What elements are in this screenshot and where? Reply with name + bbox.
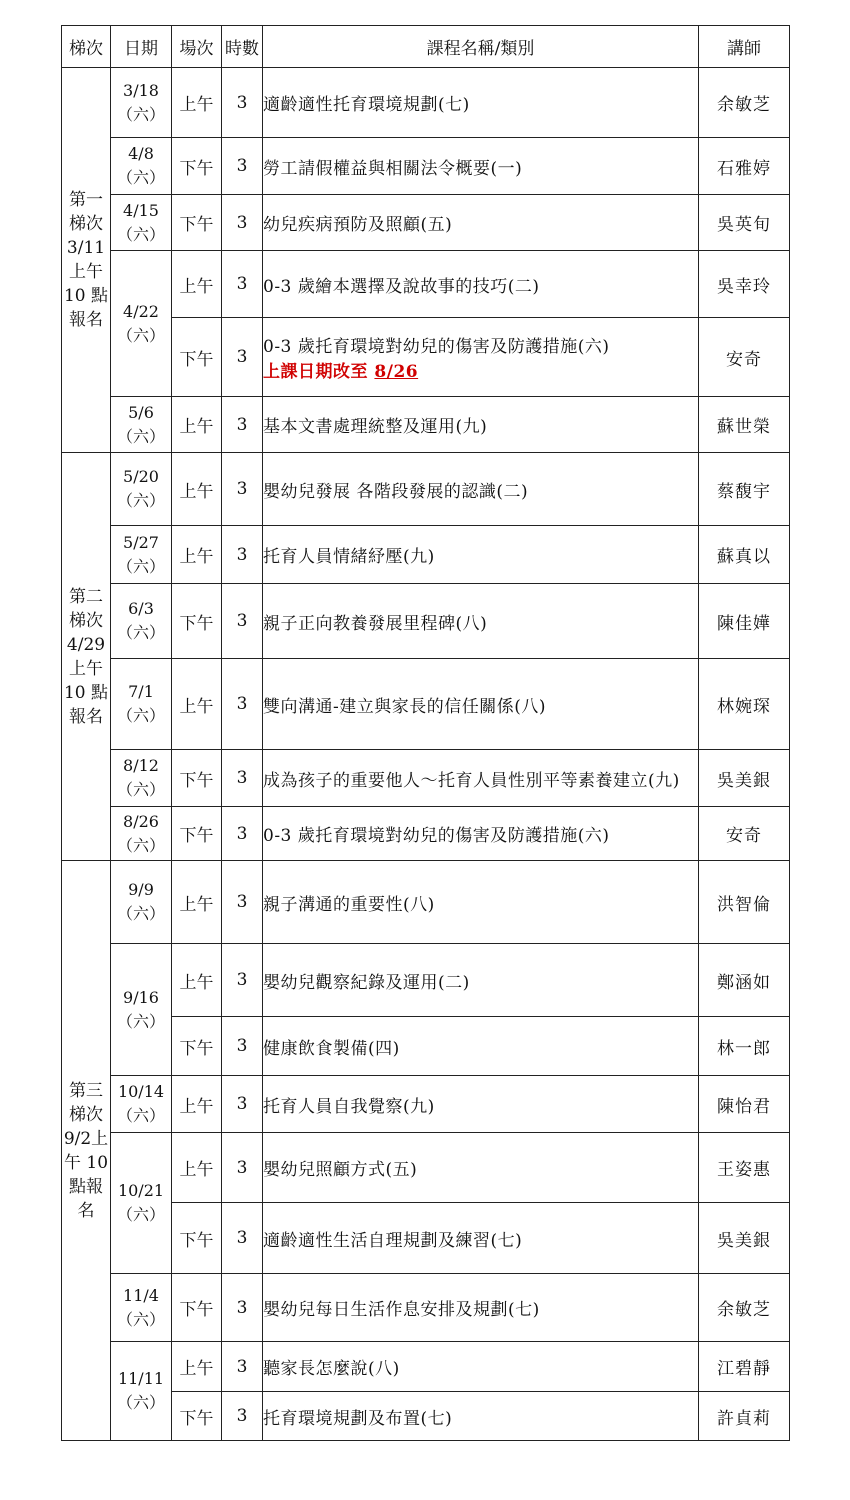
teacher-cell: 安奇: [699, 807, 790, 861]
course-cell: 0-3 歲繪本選擇及說故事的技巧(二): [263, 251, 699, 318]
header-session: 場次: [172, 26, 222, 68]
header-row: [62, 26, 790, 68]
table-row: [62, 251, 790, 318]
course-cell: 托育人員自我覺察(九): [263, 1076, 699, 1133]
table-row: [62, 1342, 790, 1392]
session-cell: 上午: [172, 453, 222, 526]
table-row: [62, 1017, 790, 1076]
hours-cell: 3: [222, 1133, 263, 1203]
course-cell: 勞工請假權益與相關法令概要(一): [263, 138, 699, 195]
date-cell: 10/14 （六）: [111, 1076, 172, 1133]
date-cell: 9/9 （六）: [111, 861, 172, 944]
batch-line: 第二: [69, 586, 103, 607]
table-row: [62, 1392, 790, 1441]
session-cell: 上午: [172, 526, 222, 584]
header-teacher: 講師: [699, 26, 790, 68]
teacher-cell: 鄭涵如: [699, 944, 790, 1017]
session-cell: 下午: [172, 1274, 222, 1342]
hours-cell: 3: [222, 526, 263, 584]
teacher-cell: 林一郎: [699, 1017, 790, 1076]
hours-cell: 3: [222, 1203, 263, 1274]
batch-line: 名: [77, 1200, 95, 1221]
session-cell: 下午: [172, 807, 222, 861]
header-date: 日期: [111, 26, 172, 68]
session-cell: 下午: [172, 1392, 222, 1441]
date-cell: 4/8 （六）: [111, 138, 172, 195]
date-cell: 6/3 （六）: [111, 584, 172, 659]
teacher-cell: 吳英旬: [699, 195, 790, 251]
date-cell: 5/6 （六）: [111, 397, 172, 453]
teacher-cell: 蘇世榮: [699, 397, 790, 453]
new-date: 8/26: [374, 362, 419, 382]
header-batch: 梯次: [62, 26, 111, 68]
table-row: [62, 68, 790, 138]
table-row: [62, 944, 790, 1017]
batch-line: 上午: [69, 262, 103, 282]
batch-line: 午 10: [63, 1152, 109, 1173]
course-cell: 嬰幼兒照顧方式(五): [263, 1133, 699, 1203]
hours-cell: 3: [222, 750, 263, 807]
session-cell: 上午: [172, 68, 222, 138]
hours-cell: 3: [222, 1274, 263, 1342]
table-row: [62, 584, 790, 659]
batch-line: 9/2上: [63, 1128, 109, 1149]
hours-cell: 3: [222, 397, 263, 453]
session-cell: 上午: [172, 659, 222, 750]
date-cell: 7/1 （六）: [111, 659, 172, 750]
course-cell: 健康飲食製備(四): [263, 1017, 699, 1076]
course-cell: 嬰幼兒每日生活作息安排及規劃(七): [263, 1274, 699, 1342]
batch-line: 梯次: [69, 610, 103, 631]
table-row: [62, 807, 790, 861]
teacher-cell: 江碧靜: [699, 1342, 790, 1392]
teacher-cell: 蔡馥宇: [699, 453, 790, 526]
hours-cell: 3: [222, 68, 263, 138]
session-cell: 下午: [172, 318, 222, 397]
date-cell: 11/11 （六）: [111, 1342, 172, 1441]
course-cell: 0-3 歲托育環境對幼兒的傷害及防護措施(六): [263, 807, 699, 861]
date-cell: 8/26 （六）: [111, 807, 172, 861]
session-cell: 下午: [172, 1017, 222, 1076]
batch-line: 梯次: [69, 1104, 103, 1125]
course-schedule-table: [61, 25, 790, 1441]
session-cell: 下午: [172, 1203, 222, 1274]
course-cell: 托育人員情緒紓壓(九): [263, 526, 699, 584]
course-cell: 幼兒疾病預防及照顧(五): [263, 195, 699, 251]
session-cell: 下午: [172, 138, 222, 195]
table-row: [62, 195, 790, 251]
hours-cell: 3: [222, 1392, 263, 1441]
batch-line: 3/11: [66, 238, 106, 258]
course-cell: 嬰幼兒發展 各階段發展的認識(二): [263, 453, 699, 526]
table-row: [62, 861, 790, 944]
course-cell: [263, 318, 699, 397]
course-cell: 適齡適性生活自理規劃及練習(七): [263, 1203, 699, 1274]
date-cell: 4/15 （六）: [111, 195, 172, 251]
session-cell: 上午: [172, 861, 222, 944]
teacher-cell: 王姿惠: [699, 1133, 790, 1203]
batch-line: 報名: [69, 310, 103, 330]
batch-line: 第三: [69, 1080, 103, 1101]
table-row: [62, 318, 790, 397]
hours-cell: 3: [222, 807, 263, 861]
date-change-note: 上課日期改至 8/26: [263, 362, 419, 382]
teacher-cell: 吳幸玲: [699, 251, 790, 318]
batch-line: 點報: [69, 1176, 103, 1197]
table-row: [62, 659, 790, 750]
teacher-cell: 安奇: [699, 318, 790, 397]
teacher-cell: 陳怡君: [699, 1076, 790, 1133]
date-cell: 4/22 （六）: [111, 251, 172, 397]
batch-line: 上午: [69, 658, 103, 679]
date-cell: 11/4 （六）: [111, 1274, 172, 1342]
hours-cell: 3: [222, 318, 263, 397]
hours-cell: 3: [222, 453, 263, 526]
batch-line: 梯次: [69, 214, 103, 234]
date-cell: 5/20 （六）: [111, 453, 172, 526]
hours-cell: 3: [222, 195, 263, 251]
table-row: [62, 453, 790, 526]
course-title: 0-3 歲托育環境對幼兒的傷害及防護措施(六): [263, 337, 610, 357]
batch-line: 10 點: [63, 682, 109, 703]
teacher-cell: 吳美銀: [699, 1203, 790, 1274]
batch-cell-2: [62, 453, 111, 861]
hours-cell: 3: [222, 584, 263, 659]
teacher-cell: 林婉琛: [699, 659, 790, 750]
batch-line: 10 點: [63, 286, 109, 306]
course-cell: 成為孩子的重要他人～托育人員性別平等素養建立(九): [263, 750, 699, 807]
batch-cell-1: [62, 68, 111, 453]
batch-cell-3: [62, 861, 111, 1441]
date-cell: 5/27 （六）: [111, 526, 172, 584]
session-cell: 下午: [172, 195, 222, 251]
hours-cell: 3: [222, 251, 263, 318]
session-cell: 上午: [172, 1342, 222, 1392]
table-row: [62, 1076, 790, 1133]
table-row: [62, 750, 790, 807]
header-hours: 時數: [222, 26, 263, 68]
hours-cell: 3: [222, 861, 263, 944]
course-cell: 嬰幼兒觀察紀錄及運用(二): [263, 944, 699, 1017]
session-cell: 上午: [172, 397, 222, 453]
teacher-cell: 余敏芝: [699, 68, 790, 138]
header-course: 課程名稱/類別: [263, 26, 699, 68]
teacher-cell: 許貞莉: [699, 1392, 790, 1441]
date-cell: 8/12 （六）: [111, 750, 172, 807]
batch-line: 報名: [69, 706, 103, 727]
session-cell: 下午: [172, 750, 222, 807]
date-cell: 10/21 （六）: [111, 1133, 172, 1274]
hours-cell: 3: [222, 659, 263, 750]
date-cell: 9/16 （六）: [111, 944, 172, 1076]
table-row: [62, 1203, 790, 1274]
hours-cell: 3: [222, 138, 263, 195]
course-cell: 基本文書處理統整及運用(九): [263, 397, 699, 453]
date-cell: 3/18 （六）: [111, 68, 172, 138]
hours-cell: 3: [222, 1342, 263, 1392]
session-cell: 上午: [172, 251, 222, 318]
teacher-cell: 石雅婷: [699, 138, 790, 195]
table-row: [62, 397, 790, 453]
course-cell: 適齡適性托育環境規劃(七): [263, 68, 699, 138]
table-row: [62, 138, 790, 195]
session-cell: 下午: [172, 584, 222, 659]
table-row: [62, 526, 790, 584]
course-cell: 托育環境規劃及布置(七): [263, 1392, 699, 1441]
batch-line: 第一: [69, 190, 103, 210]
hours-cell: 3: [222, 1017, 263, 1076]
session-cell: 上午: [172, 944, 222, 1017]
hours-cell: 3: [222, 944, 263, 1017]
teacher-cell: 吳美銀: [699, 750, 790, 807]
session-cell: 上午: [172, 1133, 222, 1203]
teacher-cell: 陳佳嬅: [699, 584, 790, 659]
course-cell: 雙向溝通-建立與家長的信任關係(八): [263, 659, 699, 750]
table-row: [62, 1133, 790, 1203]
course-cell: 聽家長怎麼說(八): [263, 1342, 699, 1392]
hours-cell: 3: [222, 1076, 263, 1133]
teacher-cell: 余敏芝: [699, 1274, 790, 1342]
teacher-cell: 蘇真以: [699, 526, 790, 584]
table-row: [62, 1274, 790, 1342]
batch-line: 4/29: [66, 634, 106, 655]
session-cell: 上午: [172, 1076, 222, 1133]
course-cell: 親子溝通的重要性(八): [263, 861, 699, 944]
teacher-cell: 洪智倫: [699, 861, 790, 944]
course-cell: 親子正向教養發展里程碑(八): [263, 584, 699, 659]
